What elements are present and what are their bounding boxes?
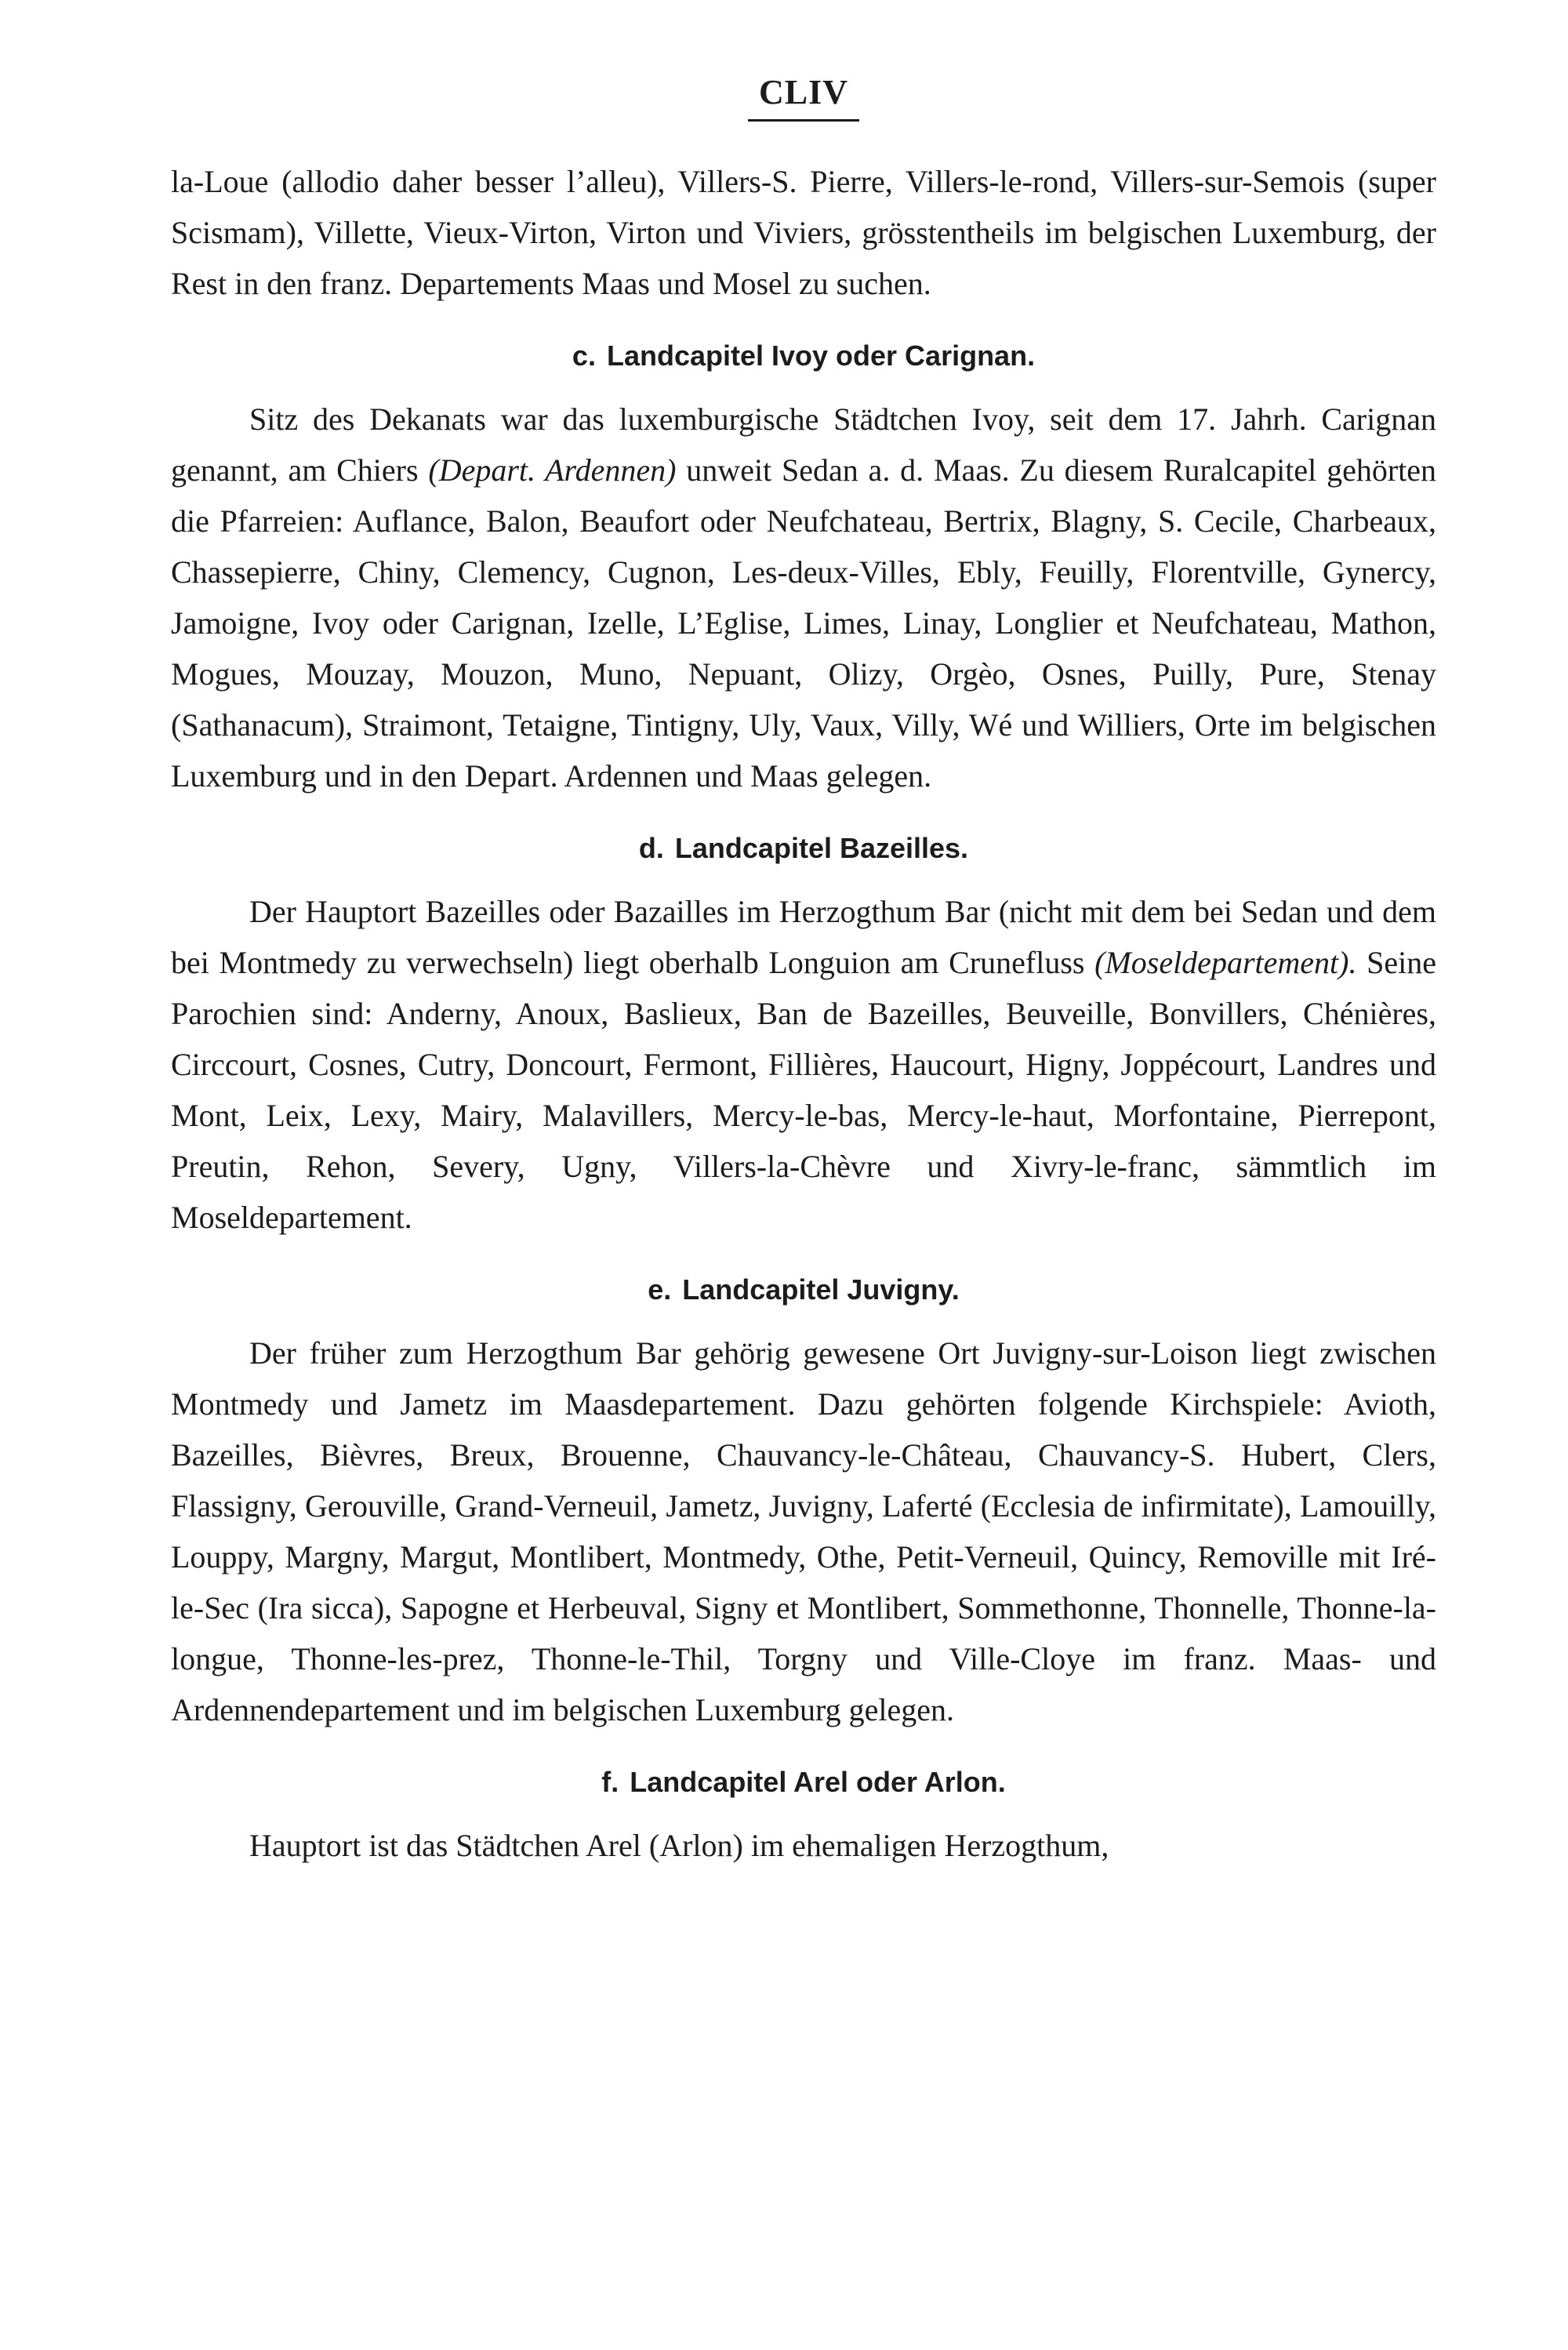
section-heading-e (171, 1266, 1436, 1313)
section-text: Sitz des Dekanats war das luxemburgische Städtchen Ivoy, seit dem 17. Jahrh. Carignan genannt, am Chiers (171, 401, 1436, 488)
section-heading-c (171, 332, 1436, 380)
section-italic-text: (Depart. Ardennen) (428, 452, 677, 488)
section-text: Hauptort ist das Städtchen Arel (Arlon) im ehemaligen Herzogthum, (249, 1828, 1109, 1863)
section-letter: d. (638, 832, 664, 864)
page-number-text: CLIV (748, 71, 859, 122)
section-letter: c. (572, 340, 596, 372)
section-paragraph-e (171, 1328, 1436, 1735)
section-title: Landcapitel Ivoy oder Carignan. (606, 340, 1036, 372)
section-text-continued: unweit Sedan a. d. Maas. Zu diesem Ruralcapitel gehörten die Pfarreien: Auflance, Balon, Beaufort oder Neufchateau, Bertrix, Blagny, S. Cecile, Charbeaux, Chassepierre, Chiny, Clemency, Cugnon, Les-deux-Villes, Ebly, Feuilly, Florentville, Gynercy, Jamoigne, Ivoy oder Carignan, Izelle, L’Eglise, Limes, Linay, Longlier et Neufchateau, Mathon, Mogues, Mouzay, Mouzon, Muno, Nepuant, Olizy, Orgèo, Osnes, Puilly, Pure, Stenay (Sathanacum), Straimont, Tetaigne, Tintigny, Uly, Vaux, Villy, Wé und Williers, Orte im belgischen Luxemburg und in den Depart. Ardennen und Maas gelegen. (171, 452, 1437, 794)
intro-paragraph: la-Loue (allodio daher besser l’alleu), Villers-S. Pierre, Villers-le-rond, Villers-sur-Semois (super Scismam), Villette, Vieux-Virton, Virton und Viviers, grösstentheils im belgischen Luxemburg, der Rest in den franz. Departements Maas und Mosel zu suchen. (171, 164, 1436, 301)
section-title: Landcapitel Juvigny. (682, 1273, 960, 1306)
section-paragraph-d (171, 886, 1436, 1243)
section-title: Landcapitel Bazeilles. (674, 832, 969, 864)
section-text: Der früher zum Herzogthum Bar gehörig gewesene Ort Juvigny-sur-Loison liegt zwischen Montmedy und Jametz im Maasdepartement. Dazu gehörten folgende Kirchspiele: Avioth, Bazeilles, Bièvres, Breux, Brouenne, Chauvancy-le-Château, Chauvancy-S. Hubert, Clers, Flassigny, Gerouville, Grand-Verneuil, Jametz, Juvigny, Laferté (Ecclesia de infirmitate), Lamouilly, Louppy, Margny, Margut, Montlibert, Montmedy, Othe, Petit-Verneuil, Quincy, Removille mit Iré-le-Sec (Ira sicca), Sapogne et Herbeuval, Signy et Montlibert, Sommethonne, Thonnelle, Thonne-la-longue, Thonne-les-prez, Thonne-le-Thil, Torgny und Ville-Cloye im franz. Maas- und Ardennendepartement und im belgischen Luxemburg gelegen. (171, 1335, 1436, 1727)
section-paragraph-c (171, 394, 1436, 801)
section-heading-d (171, 825, 1436, 872)
section-text: Der Hauptort Bazeilles oder Bazailles im Herzogthum Bar (nicht mit dem bei Sedan und dem bei Montmedy zu verwechseln) liegt oberhalb Longuion am Crunefluss (171, 894, 1436, 980)
document-page (171, 71, 1436, 1871)
section-letter: e. (648, 1273, 672, 1306)
section-letter: f. (601, 1766, 619, 1798)
section-text-continued: Seine Parochien sind: Anderny, Anoux, Baslieux, Ban de Bazeilles, Beuveille, Bonvillers, Chénières, Circcourt, Cosnes, Cutry, Doncourt, Fermont, Fillières, Haucourt, Higny, Joppécourt, Landres und Mont, Leix, Lexy, Mairy, Malavillers, Mercy-le-bas, Mercy-le-haut, Morfontaine, Pierrepont, Preutin, Rehon, Severy, Ugny, Villers-la-Chèvre und Xivry-le-franc, sämmtlich im Moseldepartement. (171, 945, 1436, 1235)
section-heading-f (171, 1759, 1436, 1806)
section-italic-text: (Moseldepartement). (1094, 945, 1357, 980)
page-number (171, 71, 1436, 122)
section-paragraph-f (171, 1820, 1436, 1871)
section-title: Landcapitel Arel oder Arlon. (630, 1766, 1006, 1798)
